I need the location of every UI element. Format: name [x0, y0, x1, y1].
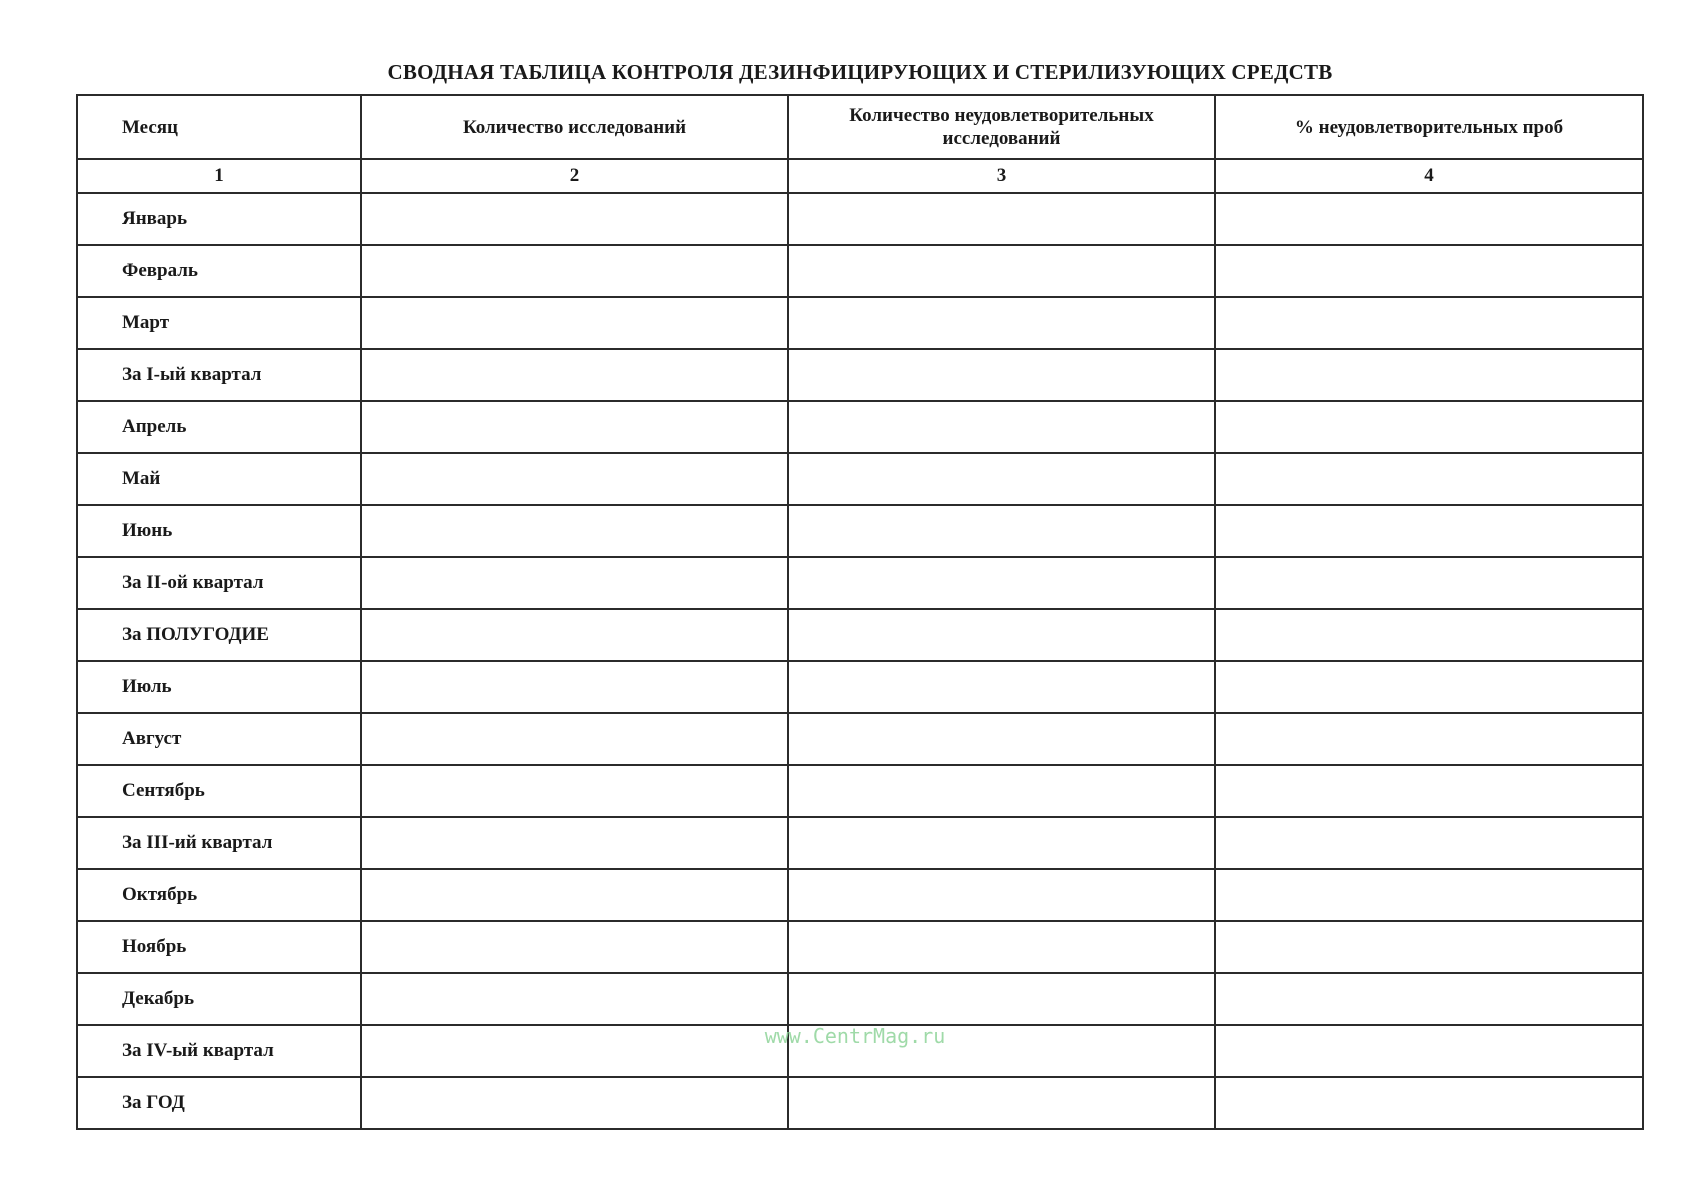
- empty-cell[interactable]: [788, 713, 1215, 765]
- row-label: Сентябрь: [77, 765, 361, 817]
- empty-cell[interactable]: [1215, 505, 1643, 557]
- empty-cell[interactable]: [361, 349, 788, 401]
- empty-cell[interactable]: [1215, 765, 1643, 817]
- empty-cell[interactable]: [361, 973, 788, 1025]
- empty-cell[interactable]: [361, 557, 788, 609]
- table-row: [77, 921, 1643, 973]
- table-row: [77, 557, 1643, 609]
- empty-cell[interactable]: [1215, 193, 1643, 245]
- empty-cell[interactable]: [361, 713, 788, 765]
- column-number: 3: [788, 159, 1215, 193]
- table-row: [77, 1077, 1643, 1129]
- watermark: www.CentrMag.ru: [764, 1024, 946, 1048]
- empty-cell[interactable]: [1215, 921, 1643, 973]
- empty-cell[interactable]: [361, 869, 788, 921]
- empty-cell[interactable]: [788, 609, 1215, 661]
- empty-cell[interactable]: [361, 765, 788, 817]
- empty-cell[interactable]: [1215, 453, 1643, 505]
- table-row: [77, 713, 1643, 765]
- empty-cell[interactable]: [788, 973, 1215, 1025]
- summary-table: [76, 94, 1644, 1130]
- header-studies-count: Количество исследований: [361, 95, 788, 159]
- empty-cell[interactable]: [361, 505, 788, 557]
- empty-cell[interactable]: [361, 401, 788, 453]
- empty-cell[interactable]: [788, 557, 1215, 609]
- row-label: За ПОЛУГОДИЕ: [77, 609, 361, 661]
- header-unsatisfactory-count: Количество неудовлетворительных исследований: [788, 95, 1215, 159]
- row-label: За II-ой квартал: [77, 557, 361, 609]
- header-row: [77, 95, 1643, 159]
- table-row: [77, 245, 1643, 297]
- row-label: Май: [77, 453, 361, 505]
- column-number: 4: [1215, 159, 1643, 193]
- row-label: За III-ий квартал: [77, 817, 361, 869]
- empty-cell[interactable]: [1215, 245, 1643, 297]
- row-label: Март: [77, 297, 361, 349]
- empty-cell[interactable]: [788, 1077, 1215, 1129]
- table-row: [77, 609, 1643, 661]
- table-row: [77, 349, 1643, 401]
- row-label: Август: [77, 713, 361, 765]
- empty-cell[interactable]: [788, 193, 1215, 245]
- empty-cell[interactable]: [1215, 661, 1643, 713]
- empty-cell[interactable]: [361, 817, 788, 869]
- empty-cell[interactable]: [361, 193, 788, 245]
- empty-cell[interactable]: [1215, 713, 1643, 765]
- header-month: Месяц: [77, 95, 361, 159]
- empty-cell[interactable]: [361, 1077, 788, 1129]
- row-label: Ноябрь: [77, 921, 361, 973]
- empty-cell[interactable]: [1215, 817, 1643, 869]
- empty-cell[interactable]: [788, 661, 1215, 713]
- table-row: [77, 817, 1643, 869]
- empty-cell[interactable]: [1215, 349, 1643, 401]
- empty-cell[interactable]: [1215, 1025, 1643, 1077]
- page-title: СВОДНАЯ ТАБЛИЦА КОНТРОЛЯ ДЕЗИНФИЦИРУЮЩИХ И СТЕРИЛИЗУЮЩИХ СРЕДСТВ: [387, 60, 1333, 84]
- empty-cell[interactable]: [361, 1025, 788, 1077]
- table-row: [77, 869, 1643, 921]
- row-label: Июль: [77, 661, 361, 713]
- table-row: [77, 765, 1643, 817]
- table-row: [77, 661, 1643, 713]
- table-row: [77, 973, 1643, 1025]
- empty-cell[interactable]: [788, 817, 1215, 869]
- column-number: 1: [77, 159, 361, 193]
- empty-cell[interactable]: [361, 921, 788, 973]
- empty-cell[interactable]: [361, 297, 788, 349]
- empty-cell[interactable]: [788, 297, 1215, 349]
- empty-cell[interactable]: [1215, 401, 1643, 453]
- empty-cell[interactable]: [788, 505, 1215, 557]
- row-label: Апрель: [77, 401, 361, 453]
- table-row: [77, 297, 1643, 349]
- header-unsatisfactory-percent: % неудовлетворительных проб: [1215, 95, 1643, 159]
- row-label: Июнь: [77, 505, 361, 557]
- empty-cell[interactable]: [788, 245, 1215, 297]
- table-row: [77, 193, 1643, 245]
- row-label: Февраль: [77, 245, 361, 297]
- row-label: За IV-ый квартал: [77, 1025, 361, 1077]
- column-number-row: [77, 159, 1643, 193]
- empty-cell[interactable]: [1215, 557, 1643, 609]
- row-label: За I-ый квартал: [77, 349, 361, 401]
- empty-cell[interactable]: [788, 349, 1215, 401]
- row-label: Декабрь: [77, 973, 361, 1025]
- empty-cell[interactable]: [1215, 297, 1643, 349]
- empty-cell[interactable]: [361, 245, 788, 297]
- table-row: [77, 401, 1643, 453]
- empty-cell[interactable]: [788, 921, 1215, 973]
- empty-cell[interactable]: [361, 453, 788, 505]
- table-row: [77, 505, 1643, 557]
- empty-cell[interactable]: [361, 609, 788, 661]
- empty-cell[interactable]: [1215, 609, 1643, 661]
- empty-cell[interactable]: [788, 401, 1215, 453]
- row-label: Январь: [77, 193, 361, 245]
- empty-cell[interactable]: [788, 453, 1215, 505]
- empty-cell[interactable]: [1215, 973, 1643, 1025]
- row-label: Октябрь: [77, 869, 361, 921]
- row-label: За ГОД: [77, 1077, 361, 1129]
- empty-cell[interactable]: [788, 765, 1215, 817]
- table-row: [77, 453, 1643, 505]
- empty-cell[interactable]: [1215, 869, 1643, 921]
- empty-cell[interactable]: [1215, 1077, 1643, 1129]
- column-number: 2: [361, 159, 788, 193]
- empty-cell[interactable]: [788, 869, 1215, 921]
- empty-cell[interactable]: [361, 661, 788, 713]
